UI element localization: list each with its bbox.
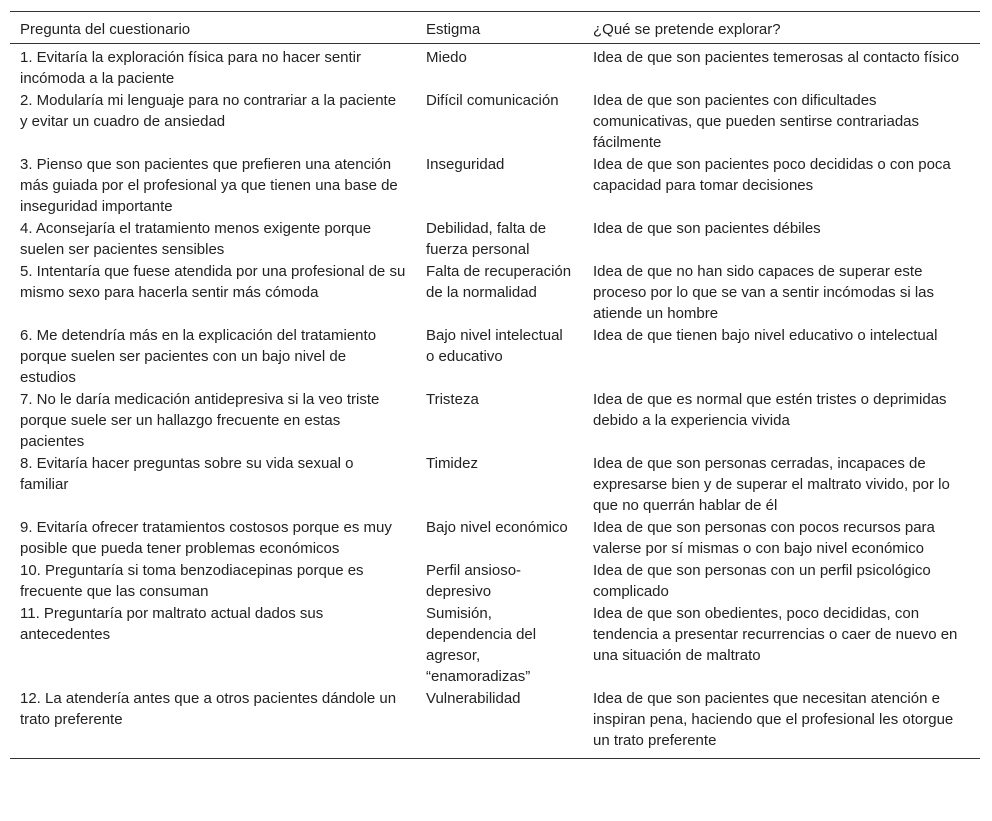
table-row bbox=[10, 389, 980, 453]
cell-exploration: Idea de que son personas cerradas, incapaces de expresarse bien y de superar el maltrato vivido, por lo que no querrán hablar de él bbox=[593, 455, 950, 514]
cell-question: 1. Evitaría la exploración física para no hacer sentir incómoda a la paciente bbox=[20, 49, 362, 87]
cell-stigma: Difícil comunicación bbox=[426, 92, 559, 109]
header-stigma: Estigma bbox=[426, 20, 481, 38]
cell-exploration: Idea de que son personas con un perfil psicológico complicado bbox=[593, 562, 931, 600]
cell-question: 4. Aconsejaría el tratamiento menos exigente porque suelen ser pacientes sensibles bbox=[20, 220, 372, 258]
table-row bbox=[10, 154, 980, 218]
cell-question: 5. Intentaría que fuese atendida por una profesional de su mismo sexo para hacerla sentir más cómoda bbox=[20, 263, 406, 301]
cell-question: 7. No le daría medicación antidepresiva si la veo triste porque suele ser un hallazgo frecuente en estas pacientes bbox=[20, 391, 380, 450]
questionnaire-table bbox=[10, 11, 980, 759]
cell-question: 2. Modularía mi lenguaje para no contrariar a la paciente y evitar un cuadro de ansiedad bbox=[20, 92, 397, 130]
cell-exploration: Idea de que tienen bajo nivel educativo o intelectual bbox=[593, 327, 938, 344]
cell-stigma: Debilidad, falta de fuerza personal bbox=[426, 220, 547, 258]
header-exploration: ¿Qué se pretende explorar? bbox=[593, 20, 781, 38]
cell-question: 9. Evitaría ofrecer tratamientos costosos porque es muy posible que pueda tener problemas económicos bbox=[20, 519, 392, 557]
cell-exploration: Idea de que son personas con pocos recursos para valerse por sí mismas o con bajo nivel económico bbox=[593, 519, 935, 557]
cell-stigma: Bajo nivel intelectual o educativo bbox=[426, 327, 563, 365]
cell-stigma: Bajo nivel económico bbox=[426, 519, 568, 536]
cell-question: 11. Preguntaría por maltrato actual dados sus antecedentes bbox=[20, 605, 324, 643]
header-row bbox=[10, 12, 980, 44]
table-row bbox=[10, 325, 980, 389]
cell-stigma: Falta de recuperación de la normalidad bbox=[426, 263, 572, 301]
cell-question: 12. La atendería antes que a otros pacientes dándole un trato preferente bbox=[20, 690, 397, 728]
cell-exploration: Idea de que son pacientes con dificultades comunicativas, que pueden sentirse contrariadas fácilmente bbox=[593, 92, 920, 151]
cell-stigma: Vulnerabilidad bbox=[426, 690, 521, 707]
table-row bbox=[10, 44, 980, 91]
cell-stigma: Inseguridad bbox=[426, 156, 505, 173]
cell-stigma: Perfil ansioso-depresivo bbox=[426, 562, 522, 600]
table-header bbox=[10, 12, 980, 44]
table-row bbox=[10, 453, 980, 517]
cell-stigma: Sumisión, dependencia del agresor, “enamoradizas” bbox=[426, 605, 537, 685]
cell-exploration: Idea de que son obedientes, poco decididas, con tendencia a presentar recurrencias o caer de nuevo en una situación de maltrato bbox=[593, 605, 958, 664]
cell-stigma: Miedo bbox=[426, 49, 467, 66]
cell-question: 6. Me detendría más en la explicación del tratamiento porque suelen ser pacientes con un bajo nivel de estudios bbox=[20, 327, 377, 386]
cell-stigma: Tristeza bbox=[426, 391, 479, 408]
cell-question: 10. Preguntaría si toma benzodiacepinas porque es frecuente que las consuman bbox=[20, 562, 364, 600]
cell-stigma: Timidez bbox=[426, 455, 478, 472]
table-row bbox=[10, 688, 980, 759]
table-row bbox=[10, 517, 980, 560]
cell-exploration: Idea de que son pacientes temerosas al contacto físico bbox=[593, 49, 960, 66]
table-row bbox=[10, 90, 980, 154]
table-body bbox=[10, 44, 980, 759]
table-row bbox=[10, 261, 980, 325]
cell-exploration: Idea de que no han sido capaces de superar este proceso por lo que se van a sentir incómodas si las atiende un hombre bbox=[593, 263, 935, 322]
table-row bbox=[10, 560, 980, 603]
cell-exploration: Idea de que son pacientes que necesitan atención e inspiran pena, haciendo que el profesional les otorgue un trato preferente bbox=[593, 690, 954, 749]
cell-exploration: Idea de que son pacientes poco decididas o con poca capacidad para tomar decisiones bbox=[593, 156, 951, 194]
table-row bbox=[10, 603, 980, 688]
cell-exploration: Idea de que es normal que estén tristes o deprimidas debido a la experiencia vivida bbox=[593, 391, 947, 429]
cell-question: 3. Pienso que son pacientes que prefieren una atención más guiada por el profesional ya que tienen una base de inseguridad importante bbox=[20, 156, 398, 215]
header-question: Pregunta del cuestionario bbox=[20, 20, 191, 38]
table-row bbox=[10, 218, 980, 261]
cell-question: 8. Evitaría hacer preguntas sobre su vida sexual o familiar bbox=[20, 455, 354, 493]
cell-exploration: Idea de que son pacientes débiles bbox=[593, 220, 821, 237]
questionnaire-table-container bbox=[10, 11, 980, 759]
